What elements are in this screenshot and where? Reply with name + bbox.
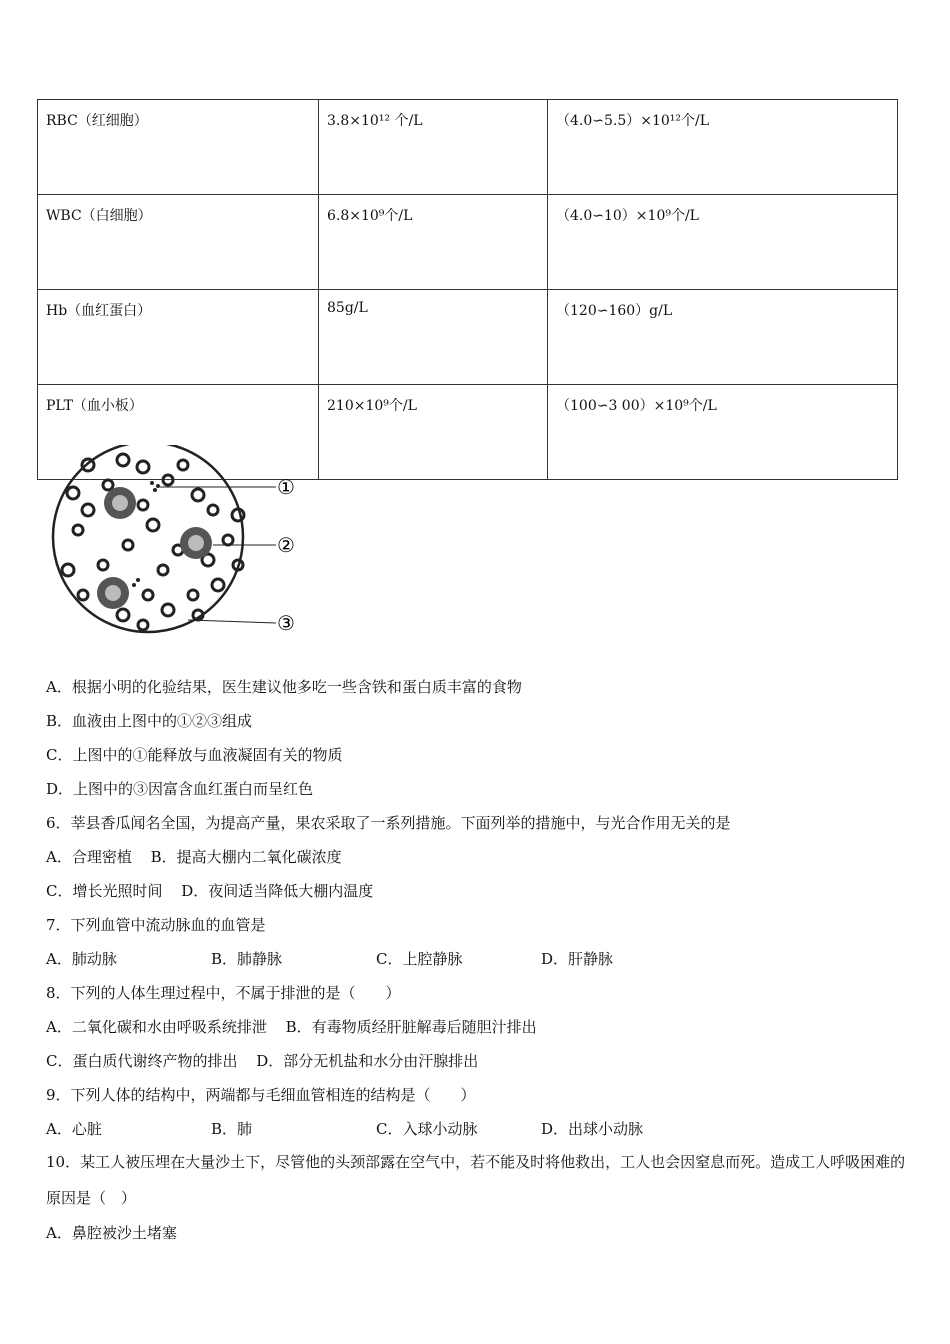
table-cell-range: （4.0∽10）×10⁹个/L xyxy=(548,195,898,290)
q9-option-b: B．肺 xyxy=(211,1120,253,1138)
q5-option-a: A．根据小明的化验结果，医生建议他多吃一些含铁和蛋白质丰富的食物 xyxy=(46,678,522,696)
q6-stem: 6．莘县香瓜闻名全国，为提高产量，果农采取了一系列措施。下面列举的措施中，与光合作用无关的是 xyxy=(46,814,731,832)
q6-option-b: B．提高大棚内二氧化碳浓度 xyxy=(150,848,342,866)
table-cell-item: RBC（红细胞） xyxy=(38,100,319,195)
label-line-3 xyxy=(188,620,276,623)
table-cell-item: PLT（血小板） xyxy=(38,385,319,480)
q6-options-row1 xyxy=(46,847,342,867)
q10-stem: 10．某工人被压埋在大量沙土下，尽管他的头颈部露在空气中，若不能及时将他救出，工人也会因窒息而死。造成工人呼吸困难的原因是（ ） xyxy=(46,1153,906,1207)
table-cell-item: Hb（血红蛋白） xyxy=(38,290,319,385)
q5-option-c: C．上图中的①能释放与血液凝固有关的物质 xyxy=(46,746,343,764)
figure-label-2: ② xyxy=(277,533,295,557)
q8-options-row1 xyxy=(46,1017,537,1037)
q9-stem: 9．下列人体的结构中，两端都与毛细血管相连的结构是（ ） xyxy=(46,1086,476,1104)
q8-options-row2 xyxy=(46,1051,478,1071)
table-cell-range: （4.0∽5.5）×10¹²个/L xyxy=(548,100,898,195)
q9-option-a: A．心脏 xyxy=(46,1120,102,1138)
q8-option-c: C．蛋白质代谢终产物的排出 xyxy=(46,1052,238,1070)
q7-option-a: A．肺动脉 xyxy=(46,950,117,968)
table-cell-value: 210×10⁹个/L xyxy=(319,385,548,480)
blood-smear-figure xyxy=(48,445,308,645)
q7-option-b: B．肺静脉 xyxy=(211,950,283,968)
q9-option-d: D．出球小动脉 xyxy=(541,1120,644,1138)
q5-option-d: D．上图中的③因富含血红蛋白而呈红色 xyxy=(46,780,314,798)
figure-label-1: ① xyxy=(277,475,295,499)
q7-option-d: D．肝静脉 xyxy=(541,950,614,968)
q9-option-c: C．入球小动脉 xyxy=(376,1120,478,1138)
blood-test-table xyxy=(37,99,898,480)
q7-options xyxy=(46,949,613,969)
q6-option-d: D．夜间适当降低大棚内温度 xyxy=(181,882,374,900)
table-row xyxy=(38,195,898,290)
table-row xyxy=(38,290,898,385)
table-cell-item: WBC（白细胞） xyxy=(38,195,319,290)
q7-stem: 7．下列血管中流动脉血的血管是 xyxy=(46,916,266,934)
q8-option-b: B．有毒物质经肝脏解毒后随胆汁排出 xyxy=(285,1018,537,1036)
table-cell-value: 3.8×10¹² 个/L xyxy=(319,100,548,195)
q8-option-a: A．二氧化碳和水由呼吸系统排泄 xyxy=(46,1018,267,1036)
q8-option-d: D．部分无机盐和水分由汗腺排出 xyxy=(256,1052,479,1070)
q8-stem: 8．下列的人体生理过程中，不属于排泄的是（ ） xyxy=(46,984,401,1002)
q5-option-b: B．血液由上图中的①②③组成 xyxy=(46,712,253,730)
table-cell-range: （120∽160）g/L xyxy=(548,290,898,385)
table-cell-range: （100∽3 00）×10⁹个/L xyxy=(548,385,898,480)
table-cell-value: 85g/L xyxy=(319,290,548,385)
q6-option-c: C．增长光照时间 xyxy=(46,882,163,900)
microscope-field xyxy=(53,445,243,632)
table-cell-value: 6.8×10⁹个/L xyxy=(319,195,548,290)
table-row xyxy=(38,100,898,195)
q9-options xyxy=(46,1119,643,1139)
figure-label-3: ③ xyxy=(277,611,295,635)
q6-options-row2 xyxy=(46,881,373,901)
platelets xyxy=(132,481,160,587)
q10-option-a: A．鼻腔被沙土堵塞 xyxy=(46,1224,177,1242)
q7-option-c: C．上腔静脉 xyxy=(376,950,463,968)
q6-option-a: A．合理密植 xyxy=(46,848,132,866)
